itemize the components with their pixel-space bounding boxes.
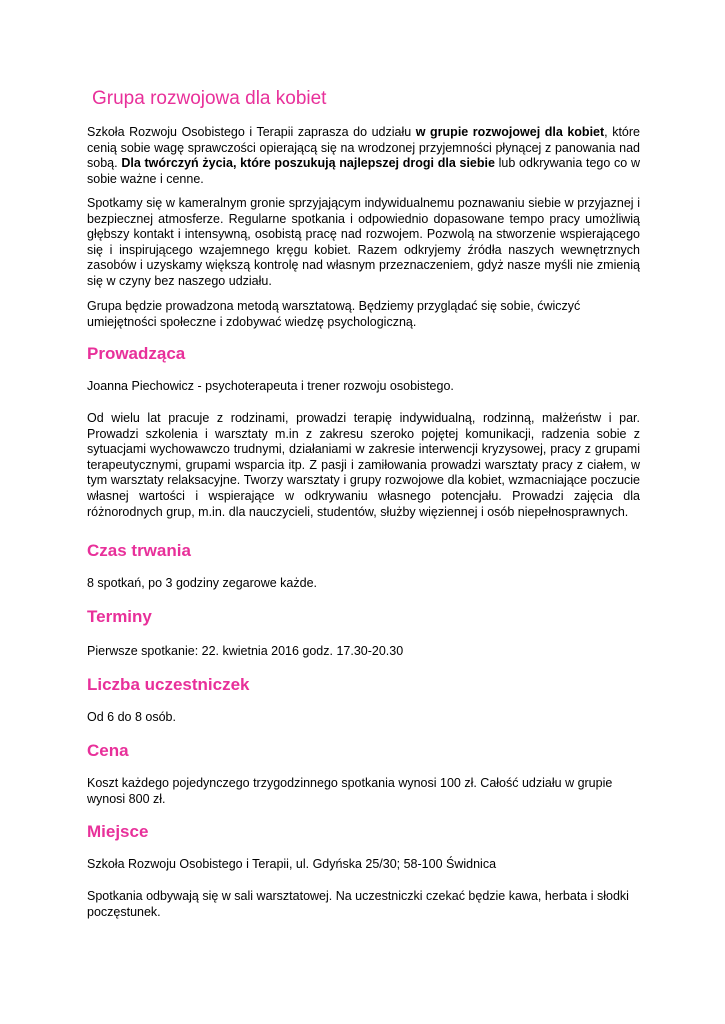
intro-bold-1: w grupie rozwojowej dla kobiet [415, 125, 605, 139]
heading-leader: Prowadząca [87, 344, 186, 363]
dates-text: Pierwsze spotkanie: 22. kwietnia 2016 godz. 17.30-20.30 [87, 644, 404, 658]
intro-bold-2: Dla twórczyń życia, które poszukują najlepszej drogi dla siebie [121, 156, 495, 171]
intro-text-2: , które cenią sobie wagę sprawczości opierającą się na wrodzonej przyjemności płynącej z panowania nad sobą. [87, 125, 640, 171]
heading-participants: Liczba uczestniczek [87, 675, 250, 694]
place-address: Szkoła Rozwoju Osobistego i Terapii, ul. Gdyńska 25/30; 58-100 Świdnica [87, 857, 497, 871]
leader-bio: Od wielu lat pracuje z rodzinami, prowadzi terapię indywidualną, rodzinną, małżeństw i par. Prowadzi szkolenia i warsztaty m.in z zakresu szeroko pojętej komunikacji, radzenia sobie z sytuacjami wychowawczo trudnymi, działaniami w zakresie interwencji kryzysowej, pracy z grupami terapeutycznymi, grupami wsparcia itp. Z pasji i zamiłowania prowadzi warsztaty pracy z ciałem, w tym warsztaty relaksacyjne. Tworzy warsztaty i grupy rozwojowe dla kobiet, wzmacniające poczucie własnej wartości i wspierające w odkrywaniu własnego potencjału. Prowadzi zajęcia dla różnorodnych grup, m.in. dla nauczycieli, studentów, służby więziennej i osób niepełnosprawnych. [87, 411, 640, 519]
intro-text-3: lub odkrywania tego co w sobie ważne i cenne. [87, 156, 641, 186]
intro-text-1: Szkoła Rozwoju Osobistego i Terapii zaprasza do udziału [87, 125, 416, 139]
duration-text: 8 spotkań, po 3 godziny zegarowe każde. [87, 576, 318, 590]
place-note: Spotkania odbywają się w sali warsztatowej. Na uczestniczki czekać będzie kawa, herbata i słodki poczęstunek. [87, 889, 629, 919]
page-title: Grupa rozwojowa dla kobiet [92, 88, 327, 109]
heading-price: Cena [87, 741, 129, 760]
method-paragraph: Grupa będzie prowadzona metodą warsztatową. Będziemy przyglądać się sobie, ćwiczyć umiejętności społeczne i zdobywać wiedzę psychologiczną. [87, 299, 581, 329]
heading-duration: Czas trwania [87, 541, 191, 560]
heading-place: Miejsce [87, 822, 149, 841]
description-paragraph: Spotkamy się w kameralnym gronie sprzyjającym indywidualnemu poznawaniu siebie w przyjaznej i bezpiecznej atmosferze. Regularne spotkania i odpowiednio dopasowane tempo pracy umożliwią głębszy kontakt i intensywną, osobistą pracę nad rozwojem. Pozwolą na stworzenie wspierającego się i inspirującego wzajemnego kręgu kobiet. Razem odkryjemy źródła naszych wewnętrznych zasobów i uzyskamy większą kontrolę nad własnym przeznaczeniem, gdyż nasze myśli nie zmienią się w czyny bez naszego udziału. [87, 196, 640, 288]
participants-text: Od 6 do 8 osób. [87, 710, 176, 724]
price-text: Koszt każdego pojedynczego trzygodzinnego spotkania wynosi 100 zł. Całość udziału w grupie wynosi 800 zł. [87, 776, 613, 806]
intro-paragraph [87, 125, 640, 187]
leader-intro: Joanna Piechowicz - psychoterapeuta i trener rozwoju osobistego. [87, 379, 454, 393]
heading-dates: Terminy [87, 607, 152, 626]
